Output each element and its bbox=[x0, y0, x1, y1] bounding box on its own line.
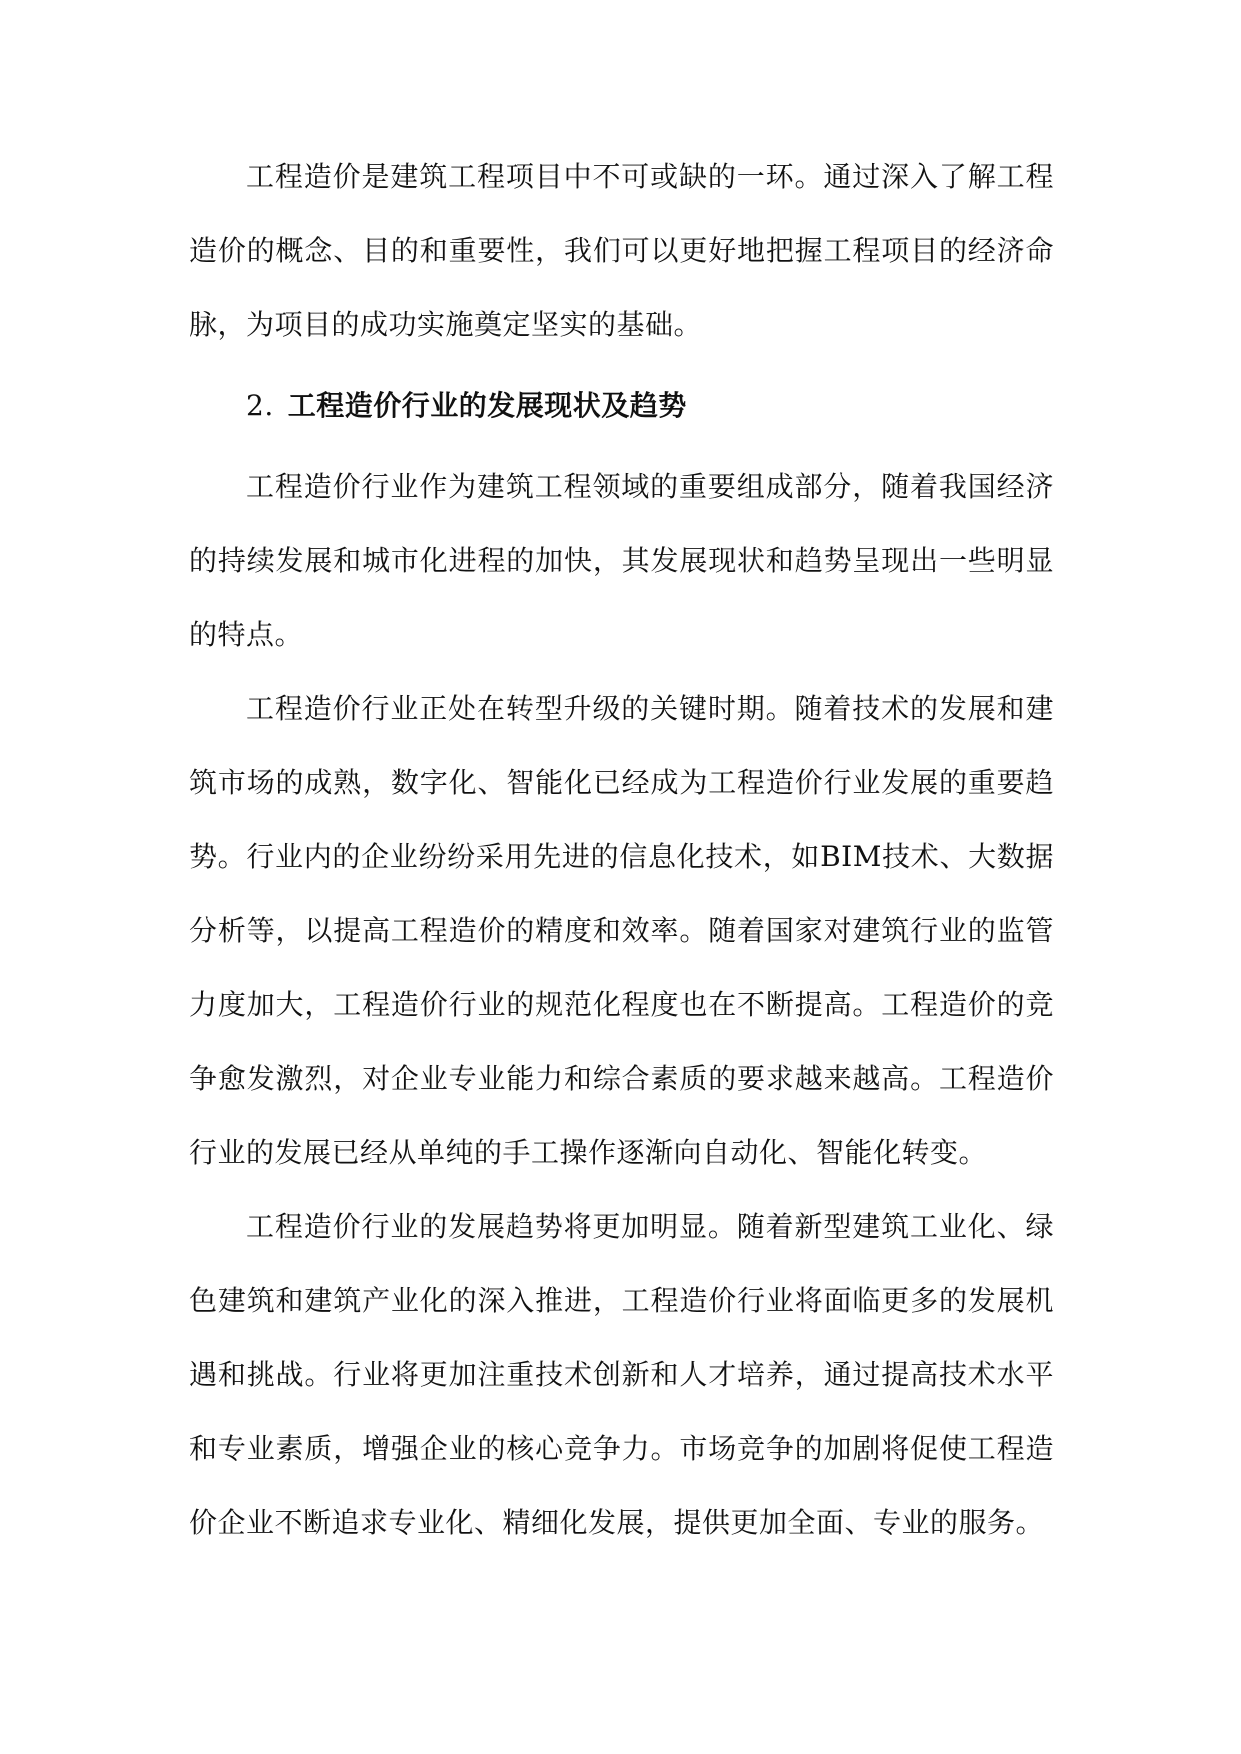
section-heading bbox=[189, 362, 1054, 450]
paragraph-industry-overview: 工程造价行业作为建筑工程领域的重要组成部分，随着我国经济的持续发展和城市化进程的加快，其发展现状和趋势呈现出一些明显的特点。 bbox=[189, 470, 1054, 651]
document-body bbox=[189, 140, 1054, 1560]
paragraph-current-status: 工程造价行业正处在转型升级的关键时期。随着技术的发展和建筑市场的成熟，数字化、智能化已经成为工程造价行业发展的重要趋势。行业内的企业纷纷采用先进的信息化技术，如BIM技术、大数据分析等，以提高工程造价的精度和效率。随着国家对建筑行业的监管力度加大，工程造价行业的规范化程度也在不断提高。工程造价的竞争愈发激烈，对企业专业能力和综合素质的要求越来越高。工程造价行业的发展已经从单纯的手工操作逐渐向自动化、智能化转变。 bbox=[189, 692, 1054, 1169]
paragraph-future-trends: 工程造价行业的发展趋势将更加明显。随着新型建筑工业化、绿色建筑和建筑产业化的深入推进，工程造价行业将面临更多的发展机遇和挑战。行业将更加注重技术创新和人才培养，通过提高技术水平和专业素质，增强企业的核心竞争力。市场竞争的加剧将促使工程造价企业不断追求专业化、精细化发展，提供更加全面、专业的服务。 bbox=[189, 1210, 1054, 1539]
paragraph-intro: 工程造价是建筑工程项目中不可或缺的一环。通过深入了解工程造价的概念、目的和重要性，我们可以更好地把握工程项目的经济命脉，为项目的成功实施奠定坚实的基础。 bbox=[189, 160, 1054, 341]
section-title: 工程造价行业的发展现状及趋势 bbox=[287, 389, 687, 422]
section-number: 2. bbox=[246, 389, 274, 422]
